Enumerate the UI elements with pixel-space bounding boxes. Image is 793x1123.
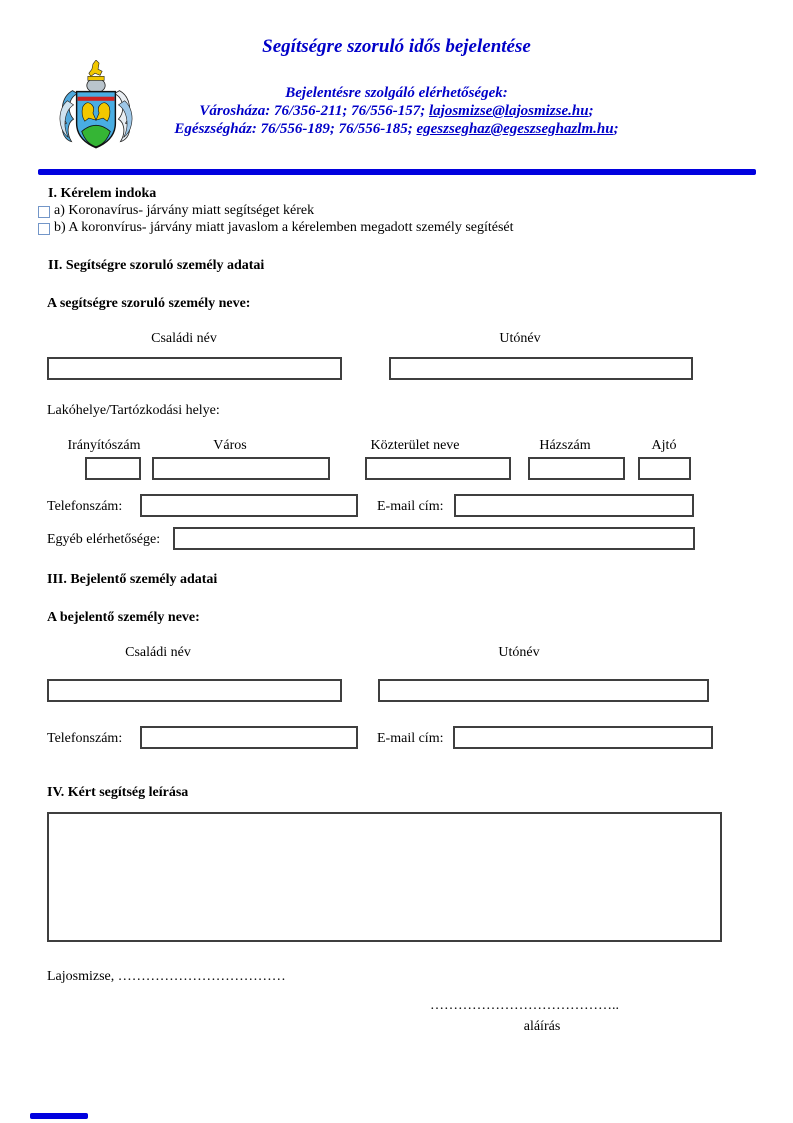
signature-label: aláírás	[523, 1019, 561, 1034]
reporter-given-name-input[interactable]	[378, 679, 709, 702]
reporter-family-name-label: Családi név	[125, 645, 191, 660]
checkbox-option-a[interactable]	[38, 206, 50, 218]
reporter-email-input[interactable]	[453, 726, 713, 749]
street-input[interactable]	[365, 457, 511, 480]
reporter-name-heading: A bejelentő személy neve:	[47, 610, 200, 625]
city-label: Város	[213, 438, 247, 453]
next-page-divider-fragment	[30, 1113, 88, 1119]
egeszseghaz-email-link[interactable]: egeszseghaz@egeszseghazlm.hu	[416, 121, 614, 137]
zip-input[interactable]	[85, 457, 141, 480]
other-contact-label: Egyéb elérhetősége:	[47, 532, 161, 547]
helped-email-input[interactable]	[454, 494, 694, 517]
house-number-label: Házszám	[539, 438, 591, 453]
door-input[interactable]	[638, 457, 691, 480]
door-label: Ajtó	[651, 438, 677, 453]
reporter-phone-input[interactable]	[140, 726, 358, 749]
contact-line-egeszseghaz: Egészségház: 76/556-189; 76/556-185; egeszseghaz@egeszseghazlm.hu;	[174, 121, 619, 137]
city-input[interactable]	[152, 457, 330, 480]
helped-phone-input[interactable]	[140, 494, 358, 517]
other-contact-input[interactable]	[173, 527, 695, 550]
contact-heading: Bejelentésre szolgáló elérhetőségek:	[285, 85, 508, 101]
varoshaza-email-link[interactable]: lajosmizse@lajosmizse.hu	[428, 103, 589, 119]
section2-heading: II. Segítségre szoruló személy adatai	[48, 258, 265, 273]
reporter-phone-label: Telefonszám:	[47, 731, 123, 746]
contact-line-varoshaza: Városháza: 76/356-211; 76/556-157; lajosmizse@lajosmizse.hu;	[199, 103, 594, 119]
checkbox-option-b[interactable]	[38, 223, 50, 235]
helped-name-heading: A segítségre szoruló személy neve:	[47, 296, 251, 311]
helped-phone-label: Telefonszám:	[47, 499, 123, 514]
help-description-textarea[interactable]	[47, 812, 722, 942]
reporter-given-name-label: Utónév	[498, 645, 540, 660]
page-title: Segítségre szoruló idős bejelentése	[262, 36, 531, 57]
reporter-email-label: E-mail cím:	[377, 731, 444, 746]
zip-label: Irányítószám	[67, 438, 141, 453]
street-label: Közterület neve	[370, 438, 460, 453]
place-date-line: Lajosmizse, ………………………………	[47, 969, 286, 984]
section1-heading: I. Kérelem indoka	[48, 186, 157, 201]
option-a-label: a) Koronavírus- járvány miatt segítséget kérek	[54, 203, 315, 218]
section4-heading: IV. Kért segítség leírása	[47, 785, 189, 800]
helped-family-name-label: Családi név	[151, 331, 217, 346]
header-divider	[38, 169, 756, 175]
section3-heading: III. Bejelentő személy adatai	[47, 572, 218, 587]
helped-family-name-input[interactable]	[47, 357, 342, 380]
address-heading: Lakóhelye/Tartózkodási helye:	[47, 403, 220, 418]
signature-dots: …………………………………..	[430, 998, 619, 1013]
reporter-family-name-input[interactable]	[47, 679, 342, 702]
helped-given-name-input[interactable]	[389, 357, 693, 380]
helped-email-label: E-mail cím:	[377, 499, 444, 514]
helped-given-name-label: Utónév	[499, 331, 541, 346]
option-b-label: b) A koronvírus- járvány miatt javaslom a kérelemben megadott személy segítését	[54, 220, 514, 235]
house-number-input[interactable]	[528, 457, 625, 480]
